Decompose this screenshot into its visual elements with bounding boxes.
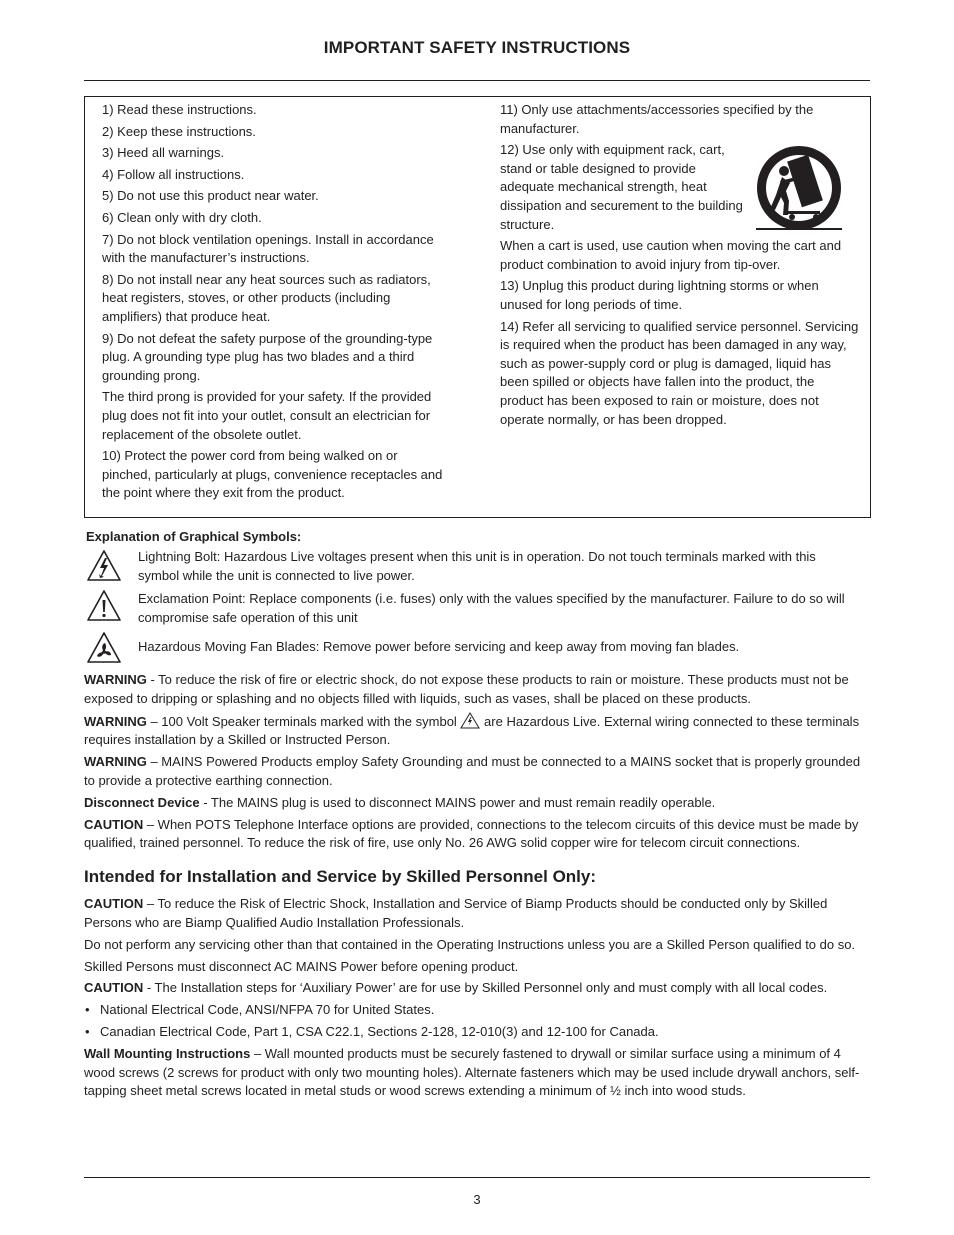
bottom-divider (84, 1177, 870, 1178)
instruction-item: 10) Protect the power cord from being walked on or pinched, particularly at plugs, convenience receptacles and the point where they exit from the product. (102, 448, 443, 501)
caution-text: – To reduce the Risk of Electric Shock, Installation and Service of Biamp Products should be conducted only by Skilled Persons who are Biamp Qualified Audio Installation Professionals. (84, 896, 828, 930)
top-divider (84, 80, 870, 81)
warning-label: WARNING (84, 713, 147, 729)
warnings-section (84, 671, 874, 1104)
warning-label: WARNING (84, 672, 147, 687)
caution-text: - The Installation steps for ‘Auxiliary Power’ are for use by Skilled Personnel only and must comply with all local codes. (143, 980, 828, 996)
wall-mounting-paragraph (84, 1045, 874, 1101)
fan-blades-icon (86, 631, 122, 665)
instruction-item: 12) Use only with equipment rack, cart, stand or table designed to provide adequate mechanical strength, heat dissipation and securement to the building structure. (500, 142, 743, 232)
warning-label: WARNING (84, 754, 147, 770)
warning-text: – MAINS Powered Products employ Safety Grounding and must be connected to a MAINS socket that is properly grounded to provide a protective earthing connection. (84, 754, 861, 788)
caution-label: CAUTION (84, 980, 144, 996)
disconnect-power-paragraph: Skilled Persons must disconnect AC MAINS Power before opening product. (84, 958, 519, 974)
exclamation-symbol-text: Exclamation Point: Replace components (i.e. fuses) only with the values specified by the manufacturer. Failure to do so will compromise safe operation of this unit (138, 591, 845, 625)
caution-paragraph (84, 816, 874, 854)
lightning-bolt-icon (460, 712, 480, 729)
instructions-left-column (102, 101, 450, 506)
warning-text: – 100 Volt Speaker terminals marked with the symbol (146, 713, 461, 729)
disconnect-text: - The MAINS plug is used to disconnect MAINS power and must remain readily operable. (199, 794, 716, 810)
page-number: 3 (473, 1192, 481, 1207)
caution-label: CAUTION (84, 896, 144, 912)
fan-symbol-text: Hazardous Moving Fan Blades: Remove power before servicing and keep away from moving fan blades. (138, 639, 740, 654)
instruction-item: 2) Keep these instructions. (102, 123, 256, 139)
caution-paragraph (84, 979, 874, 998)
instruction-item: The third prong is provided for your safety. If the provided plug does not fit into your outlet, consult an electrician for replacement of the obsolete outlet. (102, 389, 432, 442)
instruction-item: 6) Clean only with dry cloth. (102, 209, 262, 225)
skilled-personnel-heading: Intended for Installation and Service by Skilled Personnel Only: (84, 867, 597, 887)
symbols-heading: Explanation of Graphical Symbols: (86, 529, 302, 544)
instruction-item: 9) Do not defeat the safety purpose of the grounding-type plug. A grounding type plug has two blades and a third grounding prong. (102, 330, 433, 383)
code-bullet: • National Electrical Code, ANSI/NFPA 70 for United States. (84, 1001, 874, 1020)
page-title: IMPORTANT SAFETY INSTRUCTIONS (323, 38, 631, 57)
instructions-right-column (500, 101, 860, 432)
instruction-item: 5) Do not use this product near water. (102, 188, 319, 204)
instruction-item: 13) Unplug this product during lightning storms or when unused for long periods of time. (500, 278, 819, 312)
warning-paragraph (84, 712, 874, 751)
wall-mounting-text: – Wall mounted products must be securely fastened to drywall or similar surface using a minimum of 4 wood screws (2 screws for product with only two mounting holes). Alternate fasteners which may be used include drywall anchors, self-tapping sheet metal screws located in metal studs or wood screws extending a minimum of ½ inch into wood studs. (84, 1045, 860, 1099)
lightning-symbol-text: Lightning Bolt: Hazardous Live voltages present when this unit is in operation. Do not touch terminals marked with this symbol while the unit is connected to live power. (138, 549, 816, 583)
disconnect-paragraph (84, 794, 874, 813)
exclamation-icon (86, 589, 122, 623)
warning-text: - To reduce the risk of fire or electric shock, do not expose these products to rain or moisture. These products must not be exposed to dripping or splashing and no objects filled with liquids, such as vases, shall be placed on these products. (84, 672, 849, 706)
instructions-box (84, 96, 871, 518)
instruction-item: 4) Follow all instructions. (102, 166, 245, 182)
instruction-item: 3) Heed all warnings. (102, 145, 225, 161)
warning-paragraph (84, 671, 874, 709)
lightning-bolt-icon (86, 549, 122, 583)
caution-text: – When POTS Telephone Interface options are provided, connections to the telecom circuits of this device must be made by qualified, trained personnel. To reduce the risk of fire, use only No. 26 AWG solid copper wire for telecom circuit connections. (84, 816, 859, 851)
wall-mounting-label: Wall Mounting Instructions (84, 1045, 251, 1061)
instruction-item: When a cart is used, use caution when moving the cart and product combination to avoid injury from tip-over. (500, 238, 842, 272)
servicing-paragraph: Do not perform any servicing other than that contained in the Operating Instructions unless you are a Skilled Person qualified to do so. (84, 936, 856, 952)
cart-tipover-icon (754, 143, 844, 233)
disconnect-label: Disconnect Device (84, 794, 200, 810)
instruction-item: 11) Only use attachments/accessories specified by the manufacturer. (500, 102, 814, 136)
instruction-item: 7) Do not block ventilation openings. Install in accordance with the manufacturer’s instructions. (102, 231, 434, 266)
instruction-item: 14) Refer all servicing to qualified service personnel. Servicing is required when the product has been damaged in any way, such as power-supply cord or plug is damaged, liquid has been spilled or objects have fallen into the product, the product has been exposed to rain or moisture, does not operate normally, or has been dropped. (500, 318, 859, 427)
instruction-item: 8) Do not install near any heat sources such as radiators, heat registers, stoves, or other products (including amplifiers) that produce heat. (102, 271, 431, 324)
warning-paragraph (84, 753, 874, 791)
caution-paragraph (84, 895, 874, 933)
instruction-item: 1) Read these instructions. (102, 102, 257, 117)
warning-text: are Hazardous Live. External wiring connected to these terminals requires installation by a Skilled or Instructed Person. (84, 713, 860, 748)
code-bullet: • Canadian Electrical Code, Part 1, CSA C22.1, Sections 2-128, 12-010(3) and 12-100 for Canada. (84, 1023, 874, 1042)
caution-label: CAUTION (84, 816, 144, 832)
